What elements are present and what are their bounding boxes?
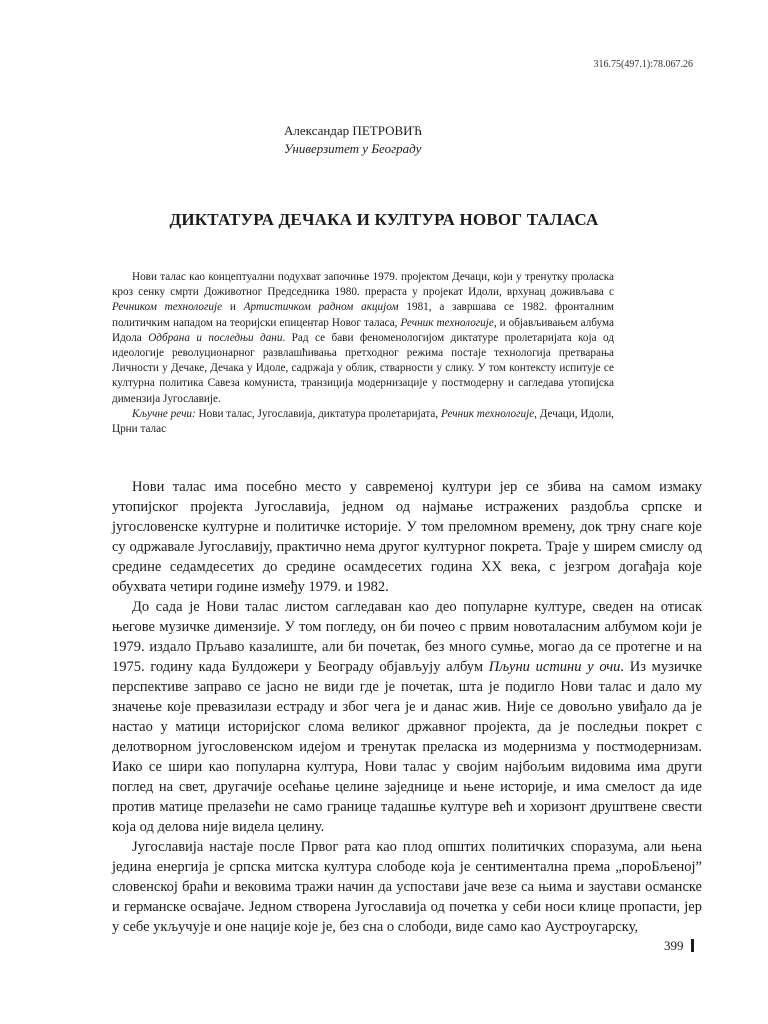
author-name: Александар ПЕТРОВИЋ — [284, 123, 423, 138]
keywords-text: , Дечаци, Идоли, Црни талас — [112, 407, 614, 436]
author-block — [284, 122, 422, 158]
abstract-text: 1981, а завршава се 1982. фронталним политичким нападом на теоријски епицентар Новог таласа, — [112, 301, 614, 329]
album-title: Пљуни истини у очи — [488, 659, 621, 675]
page-number: 399 — [664, 938, 684, 953]
abstract-text: Нови талас као концептуални подухват започиње 1979. пројектом Дечаци, који у тренутку проласка кроз сенку смрти Доживотног Председника 1980. прераста у пројекат Идоли, врхунац доживљава с — [112, 271, 614, 299]
abstract-text: . Рад се бави феноменологијом диктатуре пролетаријата која од идеологије револуционарног развлашћивања претходног режима постаје технологија претварања Личности у Дечаке, Дечака у Идоле, садржаја у облик, стварности у слику. У том контексту испитује се културна политика Савеза комуниста, транзиција модернизације у постмодерну и сагледава утопијска димензија Југославије. — [112, 331, 614, 405]
udc-code: 316.75(497.1):78.067.26 — [593, 59, 693, 70]
body-paragraph-3: Југославија настаје после Првог рата као плод општих политичких споразума, али њена једина енергија је српска митска култура слободе која је сентиментална према „пороБљеној” словенској браћи и вековима тражи начин да успостави јаче везе са њима и заустави османске и германске освајаче. Једном створена Југославија од почетка у себи носи клице пропасти, јер у себе укључује и оне нације које је, без сна о слободи, виде само као Аустроугарску, — [112, 839, 702, 935]
author-affiliation: Универзитет у Београду — [284, 141, 422, 156]
abstract-italic: Артистичком радном акцијом — [243, 301, 399, 314]
abstract-text: , и објављивањем албума Идола — [112, 316, 614, 344]
body-text — [112, 477, 702, 937]
article-title: ДИКТАТУРА ДЕЧАКА И КУЛТУРА НОВОГ ТАЛАСА — [169, 210, 599, 229]
keywords — [112, 407, 614, 437]
body-paragraph-1: Нови талас има посебно место у савременој култури јер се збива на самом измаку утопијског пројекта Југославија, једном од најмање истражених раздобља српске и југословенске културне и политичке историје. У том преломном времену, док трну снаге које су одржавале Југославију, практично нема другог културног покрета. Траје у ширем смислу од средине седамдесетих до средине осамдесетих година XX века, с језгром догађаја које обухвата четири године између 1979. и 1982. — [112, 479, 702, 595]
keywords-italic: Речник технологије — [441, 407, 535, 420]
keywords-label: Кључне речи: — [132, 407, 196, 420]
abstract-text: и — [222, 301, 244, 314]
body-text-span: . Из музичке перспективе заправо се јасно не види где је почетак, шта је подигло Нови талас и дало му значење које превазилази естраду и због чега је и данас жив. Није се довољно увиђало да је настао у матици историјског слома великог државног пројекта, да је последњи покрет с делотворном југословенском идејом и тренутак преласка из модернизма у постмодернизам. Иако се шири као популарна култура, Нови талас у својим најбољим видовима има други поглед на свет, другачије осећање целине заједнице и њене историје, и има смелост да иде против матице прелазећи не само границе тадашње културе већ и хоризонт друштвене свести која од делова није видела целину. — [112, 659, 703, 835]
abstract — [112, 270, 614, 437]
abstract-italic: Речник технологије — [400, 316, 494, 329]
abstract-paragraph — [112, 270, 614, 407]
keywords-text: Нови талас, Југославија, диктатура пролетаријата, — [195, 407, 442, 420]
abstract-italic: Одбрана и последњи дани — [148, 331, 283, 344]
body-paragraph-2 — [112, 597, 702, 837]
body-text-span: До сада је Нови талас листом сагледаван као део популарне културе, сведен на отисак његове музичке димензије. У том погледу, он би почео с првим новоталасним албумом који је 1979. издало Прљаво казалиште, али би почетак, без много сумње, могао да се протегне и на 1975. годину када Булдожери у Београду објављују албум — [112, 599, 702, 675]
page-number-bar — [691, 939, 694, 952]
abstract-italic: Речником технологије — [112, 301, 223, 314]
